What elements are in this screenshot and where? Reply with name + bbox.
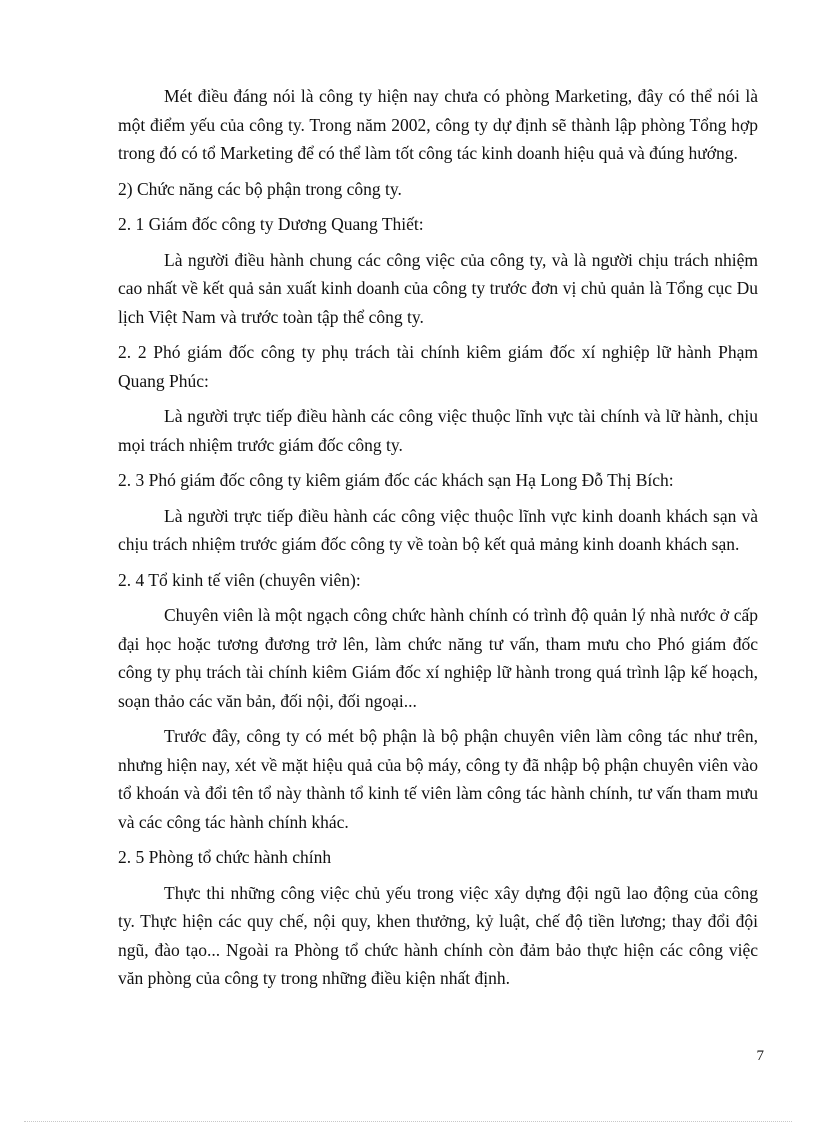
page-content — [118, 82, 758, 993]
page-number: 7 — [756, 1048, 764, 1064]
page-bottom-dotted-rule — [24, 1121, 792, 1122]
paragraph-deputy-hotels-role: Là người trực tiếp điều hành các công việc thuộc lĩnh vực kinh doanh khách sạn và chịu trách nhiệm trước giám đốc công ty về toàn bộ kết quả mảng kinh doanh khách sạn. — [118, 505, 758, 554]
subheading-director: 2. 1 Giám đốc công ty Dương Quang Thiết: — [118, 214, 424, 234]
subheading-admin-department: 2. 5 Phòng tổ chức hành chính — [118, 847, 332, 867]
paragraph-admin-duties: Thực thi những công việc chủ yếu trong việc xây dựng đội ngũ lao động của công ty. Thực hiện các quy chế, nội quy, khen thưởng, kỷ luật, chế độ tiền lương; thay đổi đội ngũ, đào tạo... Ngoài ra Phòng tổ chức hành chính còn đảm bảo thực hiện các công việc văn phòng của công ty trong những điều kiện nhất định. — [118, 882, 758, 988]
subheading-deputy-finance: 2. 2 Phó giám đốc công ty phụ trách tài chính kiêm giám đốc xí nghiệp lữ hành Phạm Quang Phúc: — [118, 342, 758, 391]
subheading-deputy-hotels: 2. 3 Phó giám đốc công ty kiêm giám đốc các khách sạn Hạ Long Đỗ Thị Bích: — [118, 470, 674, 490]
paragraph-specialist-history: Trước đây, công ty có mét bộ phận là bộ phận chuyên viên làm công tác như trên, nhưng hiện nay, xét về mặt hiệu quả của bộ máy, công ty đã nhập bộ phận chuyên viên vào tổ khoán và đổi tên tổ này thành tổ kinh tế viên làm công tác hành chính, tư vấn tham mưu và các công tác hành chính khác. — [118, 726, 758, 832]
paragraph-director-role: Là người điều hành chung các công việc của công ty, và là người chịu trách nhiệm cao nhất về kết quả sản xuất kinh doanh của công ty trước đơn vị chủ quản là Tổng cục Du lịch Việt Nam và trước toàn tập thể công ty. — [118, 249, 758, 327]
paragraph-marketing-note: Mét điều đáng nói là công ty hiện nay chưa có phòng Marketing, đây có thể nói là một điểm yếu của công ty. Trong năm 2002, công ty dự định sẽ thành lập phòng Tổng hợp trong đó có tổ Marketing để có thể làm tốt công tác kinh doanh hiệu quả và đúng hướng. — [118, 86, 758, 163]
paragraph-specialist-definition: Chuyên viên là một ngạch công chức hành chính có trình độ quản lý nhà nước ở cấp đại học hoặc tương đương trở lên, làm chức năng tư vấn, tham mưu cho Phó giám đốc công ty phụ trách tài chính kiêm Giám đốc xí nghiệp lữ hành trong quá trình lập kế hoạch, soạn thảo các văn bản, đối nội, đối ngoại... — [118, 605, 758, 711]
section-heading-functions: 2) Chức năng các bộ phận trong công ty. — [118, 178, 402, 199]
subheading-economists: 2. 4 Tổ kinh tế viên (chuyên viên): — [118, 569, 361, 590]
paragraph-deputy-finance-role: Là người trực tiếp điều hành các công việc thuộc lĩnh vực tài chính và lữ hành, chịu mọi trách nhiệm trước giám đốc công ty. — [118, 406, 758, 455]
